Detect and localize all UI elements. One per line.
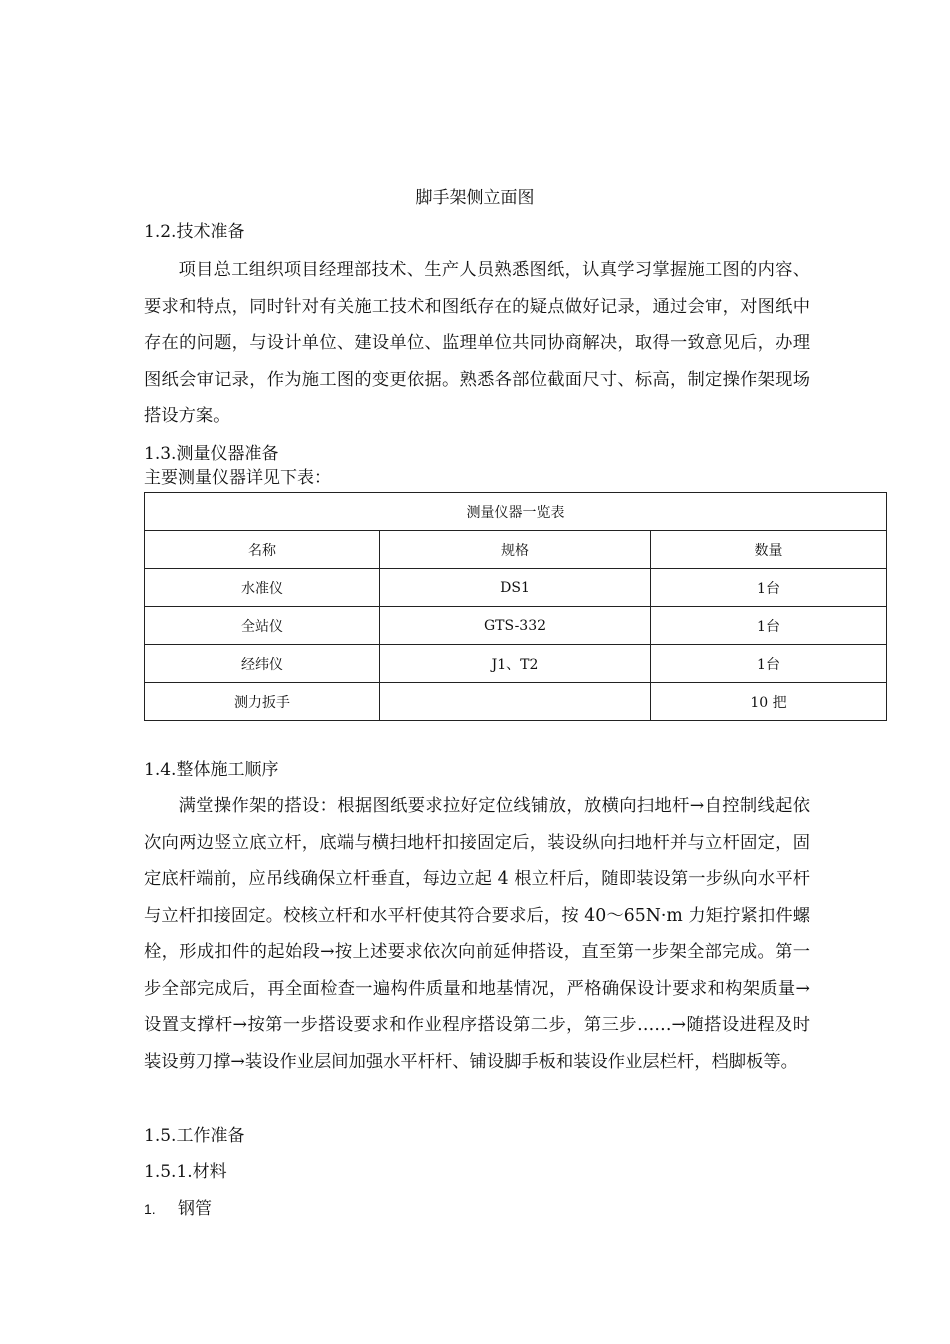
list-item	[144, 1197, 212, 1221]
table-cell: J1、T2	[380, 645, 651, 683]
instrument-table	[144, 492, 887, 721]
figure-caption: 脚手架侧立面图	[415, 188, 535, 208]
table-cell: 全站仪	[145, 607, 380, 645]
column-header-spec: 规格	[380, 531, 651, 569]
table-cell: 1台	[651, 569, 887, 607]
table-title: 测量仪器一览表	[145, 493, 887, 531]
table-cell: 经纬仪	[145, 645, 380, 683]
column-header-name: 名称	[145, 531, 380, 569]
table-intro-text: 主要测量仪器详见下表：	[144, 468, 331, 488]
table-cell: DS1	[380, 569, 651, 607]
table-row	[145, 683, 887, 721]
column-header-quantity: 数量	[651, 531, 887, 569]
section-heading-1-4: 1.4.整体施工顺序	[144, 760, 279, 780]
section-heading-1-2: 1.2.技术准备	[144, 222, 245, 242]
table-row	[145, 645, 887, 683]
table-header-row	[145, 531, 887, 569]
table-cell	[380, 683, 651, 721]
table-cell: 1台	[651, 607, 887, 645]
table-row	[145, 569, 887, 607]
table-cell: 10 把	[651, 683, 887, 721]
section-heading-1-5-1: 1.5.1.材料	[144, 1162, 227, 1182]
list-item-number: 1.	[144, 1201, 156, 1217]
table-cell: 1台	[651, 645, 887, 683]
table-cell: GTS-332	[380, 607, 651, 645]
table-row	[145, 607, 887, 645]
list-item-text: 钢管	[178, 1199, 212, 1219]
table-title-row	[145, 493, 887, 531]
section-heading-1-5: 1.5.工作准备	[144, 1126, 245, 1146]
paragraph-technical-preparation: 项目总工组织项目经理部技术、生产人员熟悉图纸，认真学习掌握施工图的内容、要求和特点，同时针对有关施工技术和图纸存在的疑点做好记录，通过会审，对图纸中存在的问题，与设计单位、建设单位、监理单位共同协商解决，取得一致意见后，办理图纸会审记录，作为施工图的变更依据。熟悉各部位截面尺寸、标高，制定操作架现场搭设方案。	[144, 260, 810, 426]
table-cell: 测力扳手	[145, 683, 380, 721]
table-cell: 水准仪	[145, 569, 380, 607]
paragraph-construction-sequence: 满堂操作架的搭设：根据图纸要求拉好定位线铺放，放横向扫地杆→自控制线起依次向两边竖立底立杆，底端与横扫地杆扣接固定后，装设纵向扫地杆并与立杆固定，固定底杆端前，应吊线确保立杆垂直，每边立起 4 根立杆后，随即装设第一步纵向水平杆与立杆扣接固定。校核立杆和水平杆使其符合要求后，按 40～65N·m 力矩拧紧扣件螺栓，形成扣件的起始段→按上述要求依次向前延伸搭设，直至第一步架全部完成。第一步全部完成后，再全面检查一遍构件质量和地基情况，严格确保设计要求和构架质量→设置支撑杆→按第一步搭设要求和作业程序搭设第二步，第三步……→随搭设进程及时装设剪刀撑→装设作业层间加强水平杆杆、铺设脚手板和装设作业层栏杆，档脚板等。	[144, 796, 810, 1072]
section-heading-1-3: 1.3.测量仪器准备	[144, 444, 279, 464]
